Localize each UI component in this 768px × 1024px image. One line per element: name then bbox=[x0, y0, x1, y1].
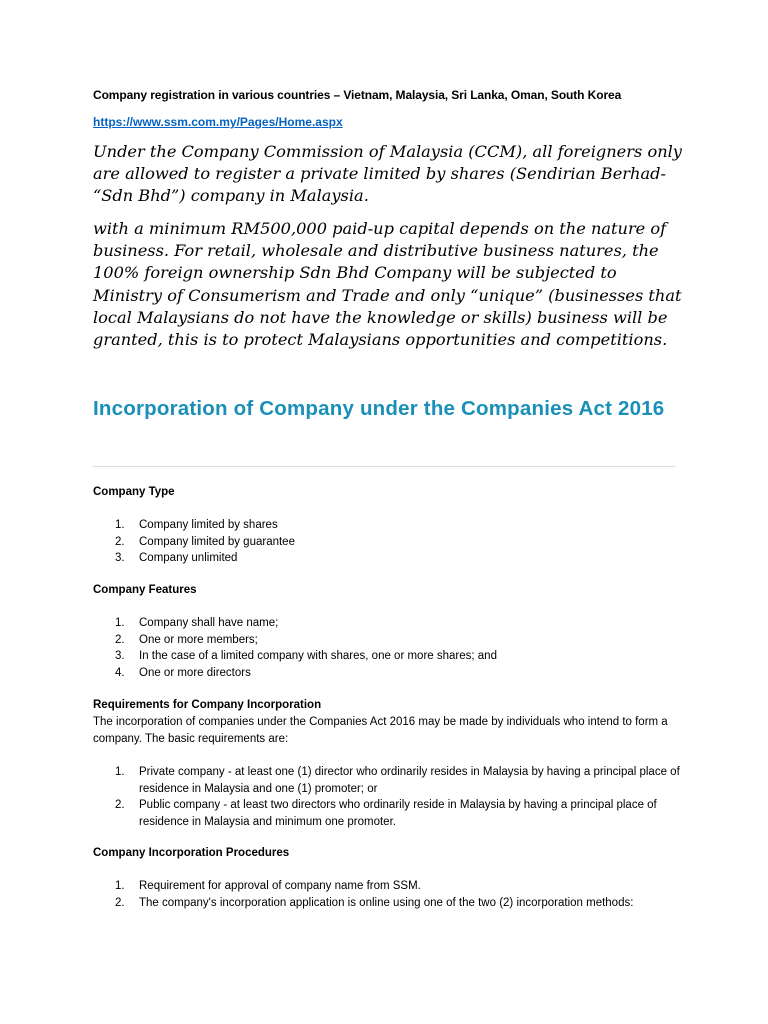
requirements-title: Requirements for Company Incorporation bbox=[93, 699, 322, 711]
company-type-list bbox=[93, 517, 683, 567]
list-item-text: Company limited by guarantee bbox=[139, 535, 295, 548]
company-type-title: Company Type bbox=[93, 486, 175, 498]
list-item bbox=[93, 648, 683, 665]
list-number: 1. bbox=[115, 617, 125, 629]
list-number: 1. bbox=[115, 766, 125, 778]
list-item bbox=[93, 665, 683, 682]
list-item-text: Private company - at least one (1) director who ordinarily resides in Malaysia by having a principal place of residence in Malaysia and one (1) promoter; or bbox=[139, 766, 680, 795]
list-item bbox=[93, 764, 683, 797]
list-item bbox=[93, 632, 683, 649]
list-number: 1. bbox=[115, 880, 125, 892]
intro-line: Company registration in various countries – Vietnam, Malaysia, Sri Lanka, Oman, South Korea bbox=[93, 88, 622, 102]
list-item-text: Company limited by shares bbox=[139, 519, 278, 531]
list-item-text: Company shall have name; bbox=[139, 617, 279, 629]
list-item-text: The company's incorporation application is online using one of the two (2) incorporation methods: bbox=[139, 896, 634, 909]
list-item-text: In the case of a limited company with shares, one or more shares; and bbox=[139, 650, 497, 662]
list-item bbox=[93, 878, 683, 895]
list-item-text: One or more directors bbox=[139, 666, 251, 679]
list-number: 2. bbox=[115, 896, 125, 909]
list-number: 3. bbox=[115, 650, 125, 662]
list-item-text: One or more members; bbox=[139, 633, 258, 646]
ccm-paragraph: Under the Company Commission of Malaysia (CCM), all foreigners only are allowed to register a private limited by shares (Sendirian Berhad- “Sdn Bhd”) company in Malaysia. bbox=[93, 142, 682, 206]
list-item bbox=[93, 797, 683, 830]
list-item bbox=[93, 615, 683, 632]
list-number: 2. bbox=[115, 535, 125, 548]
list-number: 2. bbox=[115, 799, 125, 811]
procedures-title: Company Incorporation Procedures bbox=[93, 847, 290, 859]
list-item-text: Public company - at least two directors who ordinarily reside in Malaysia by having a principal place of residence in Malaysia and minimum one promoter. bbox=[139, 799, 657, 828]
list-number: 4. bbox=[115, 666, 125, 679]
list-item bbox=[93, 550, 683, 567]
section-heading: Incorporation of Company under the Companies Act 2016 bbox=[93, 397, 665, 420]
company-features-list bbox=[93, 615, 683, 681]
list-item-text: Requirement for approval of company name from SSM. bbox=[139, 880, 421, 892]
list-number: 1. bbox=[115, 519, 125, 531]
procedures-list bbox=[93, 878, 683, 911]
capital-paragraph: with a minimum RM500,000 paid-up capital depends on the nature of business. For retail, wholesale and distributive business natures, the 100% foreign ownership Sdn Bhd Company will be subjected to Ministry of Consumerism and Trade and only “unique” (businesses that local Malaysians do not have the knowledge or skills) business will be granted, this is to protect Malaysians opportunities and competitions. bbox=[93, 219, 682, 350]
ssm-link[interactable]: https://www.ssm.com.my/Pages/Home.aspx bbox=[93, 115, 343, 129]
list-number: 2. bbox=[115, 633, 125, 646]
company-features-title: Company Features bbox=[93, 584, 197, 596]
list-item-text: Company unlimited bbox=[139, 552, 238, 564]
requirements-text: The incorporation of companies under the Companies Act 2016 may be made by individuals who intend to form a company. The basic requirements are: bbox=[93, 716, 668, 745]
requirements-list bbox=[93, 764, 683, 830]
list-item bbox=[93, 534, 683, 551]
list-item bbox=[93, 517, 683, 534]
divider bbox=[93, 466, 675, 467]
list-item bbox=[93, 895, 683, 912]
list-number: 3. bbox=[115, 552, 125, 564]
